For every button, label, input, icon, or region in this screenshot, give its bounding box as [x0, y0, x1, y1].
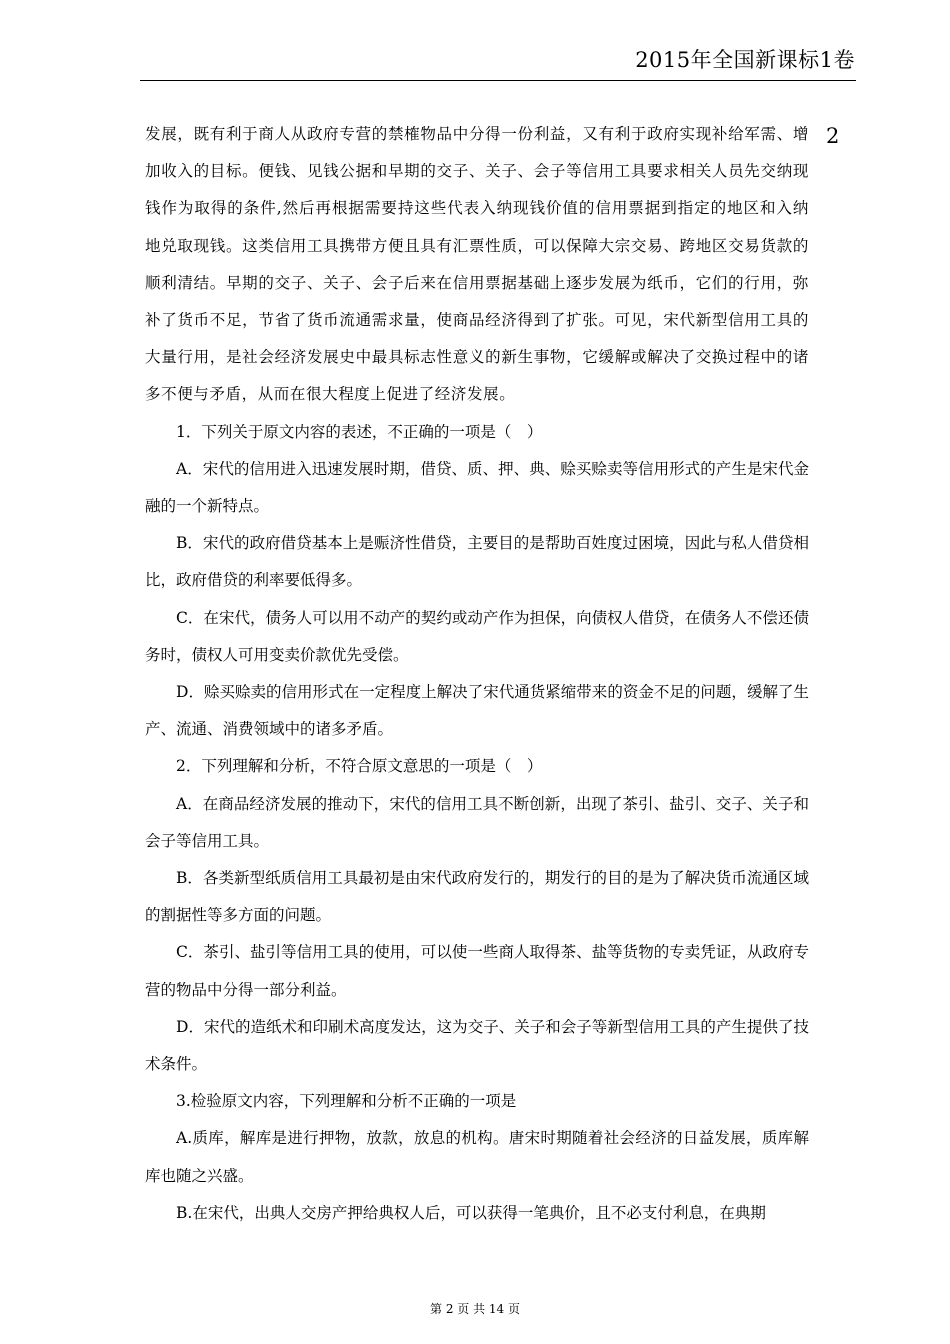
- question-3-option-b: B.在宋代，出典人交房产押给典权人后，可以获得一笔典价，且不必支付利息，在典期: [176, 1203, 766, 1222]
- question-2-option-a: A．在商品经济发展的推动下，宋代的信用工具不断创新，出现了茶引、盐引、交子、关子和会子等信用工具。: [145, 794, 809, 850]
- question-2-option-c: C．茶引、盐引等信用工具的使用，可以使一些商人取得茶、盐等货物的专卖凭证，从政府专营的物品中分得一部分利益。: [145, 943, 809, 999]
- document-body: [145, 116, 809, 1232]
- page-header-title: 2015年全国新课标1卷: [635, 48, 855, 72]
- reading-passage: 发展，既有利于商人从政府专营的禁榷物品中分得一份利益，又有利于政府实现补给军需、增加收入的目标。便钱、见钱公据和早期的交子、关子、会子等信用工具要求相关人员先交纳现钱作为取得的条件,然后再根据需要持这些代表入纳现钱价值的信用票据到指定的地区和入纳地兑取现钱。这类信用工具携带方便且具有汇票性质，可以保障大宗交易、跨地区交易货款的顺利清结。早期的交子、关子、会子后来在信用票据基础上逐步发展为纸币，它们的行用，弥补了货币不足，节省了货币流通需求量，使商品经济得到了扩张。可见，宋代新型信用工具的大量行用，是社会经济发展史中最具标志性意义的新生事物，它缓解或解决了交换过程中的诸多不便与矛盾，从而在很大程度上促进了经济发展。: [145, 125, 809, 404]
- question-1-option-a: A．宋代的信用进入迅速发展时期，借贷、质、押、典、赊买赊卖等信用形式的产生是宋代金融的一个新特点。: [145, 459, 809, 516]
- question-1-option-d: D．赊买赊卖的信用形式在一定程度上解决了宋代通货紧缩带来的资金不足的问题，缓解了生产、流通、消费领域中的诸多矛盾。: [145, 683, 809, 739]
- question-2-option-d: D．宋代的造纸术和印刷术高度发达，这为交子、关子和会子等新型信用工具的产生提供了技术条件。: [145, 1017, 809, 1074]
- question-1-option-c: C．在宋代，债务人可以用不动产的契约或动产作为担保，向债权人借贷，在债务人不偿还债务时，债权人可用变卖价款优先受偿。: [145, 608, 809, 664]
- question-3-stem: 3.检验原文内容，下列理解和分析不正确的一项是: [176, 1092, 517, 1111]
- margin-page-number: 2: [826, 124, 840, 148]
- page-footer: 第 2 页 共 14 页: [430, 1302, 520, 1316]
- question-3-option-a: A.质库，解库是进行押物，放款，放息的机构。唐宋时期随着社会经济的日益发展，质库解库也随之兴盛。: [145, 1129, 809, 1185]
- question-2-option-b: B．各类新型纸质信用工具最初是由宋代政府发行的，期发行的目的是为了解决货币流通区域的割据性等多方面的问题。: [145, 869, 809, 925]
- question-1-option-b: B．宋代的政府借贷基本上是赈济性借贷，主要目的是帮助百姓度过困境，因此与私人借贷相比，政府借贷的利率要低得多。: [145, 534, 809, 590]
- header-divider: [140, 80, 856, 81]
- question-2-stem: 2．下列理解和分析，不符合原文意思的一项是（ ）: [176, 757, 543, 776]
- question-1-stem: 1．下列关于原文内容的表述，不正确的一项是（ ）: [176, 422, 543, 441]
